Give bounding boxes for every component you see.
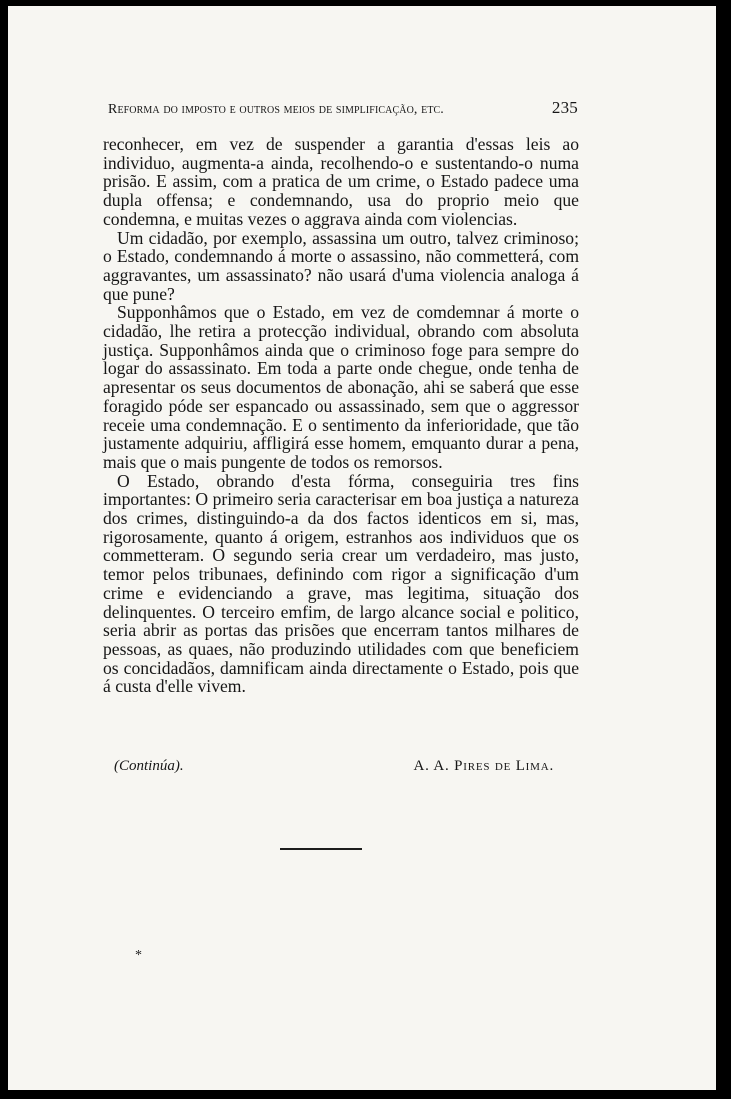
paragraph-3: Supponhâmos que o Estado, em vez de comdemnar á morte o cidadão, lhe retira a protecção individual, obrando com absoluta justiça. Supponhâmos ainda que o criminoso foge para sempre do logar do assassinato. Em toda a parte onde chegue, onde tenha de apresentar os seus documentos de abonação, ahi se saberá que esse foragido póde ser espancado ou assassinado, sem que o aggressor receie uma condemnação. E o sentimento da inferioridade, que tão justamente adquiriu, affligirá esse homem, emquanto durar a pena, mais que o mais pungente de todos os remorsos. [103, 302, 579, 472]
document-page [8, 6, 716, 1090]
paragraph-1: reconhecer, em vez de suspender a garantia d'essas leis ao individuo, augmenta-a ainda, recolhendo-o e sustentando-o numa prisão. E assim, com a pratica de um crime, o Estado padece uma dupla offensa; e condemnando, usa do proprio meio que condemna, e muitas vezes o aggrava ainda com violencias. [103, 134, 579, 229]
paragraph-2: Um cidadão, por exemplo, assassina um outro, talvez criminoso; o Estado, condemnando á morte o assassino, não commetterá, com aggravantes, um assassinato? não usará d'uma violencia analoga á que pune? [103, 227, 579, 304]
asterisk-ornament: * [135, 948, 142, 963]
page-number: 235 [551, 98, 578, 117]
running-title: Reforma do imposto e outros meios de simplificação, etc. [108, 102, 444, 117]
continuation-note: (Continúa). [114, 758, 184, 774]
paragraph-4: O Estado, obrando d'esta fórma, conseguiria tres fins importantes: O primeiro seria caracterisar em boa justiça a natureza dos crimes, distinguindo-a da dos factos identicos em si, mas, rigorosamente, quanto á origem, estranhos aos individuos que os commetteram. O segundo seria crear um verdadeiro, mas justo, temor pelos tribunaes, definindo com rigor a significação d'um crime e evidenciando a grave, mas legitima, situação dos delinquentes. O terceiro emfim, de largo alcance social e politico, seria abrir as portas das prisões que encerram tantos milhares de pessoas, as quaes, não produzindo utilidades com que beneficiem os concidadãos, damnificam ainda directamente o Estado, pois que á custa d'elle vivem. [103, 470, 579, 697]
running-header [108, 98, 578, 118]
signoff [114, 758, 554, 775]
author-signature: A. A. Pires de Lima. [413, 758, 554, 774]
section-divider [280, 848, 362, 850]
article-body [103, 135, 579, 696]
